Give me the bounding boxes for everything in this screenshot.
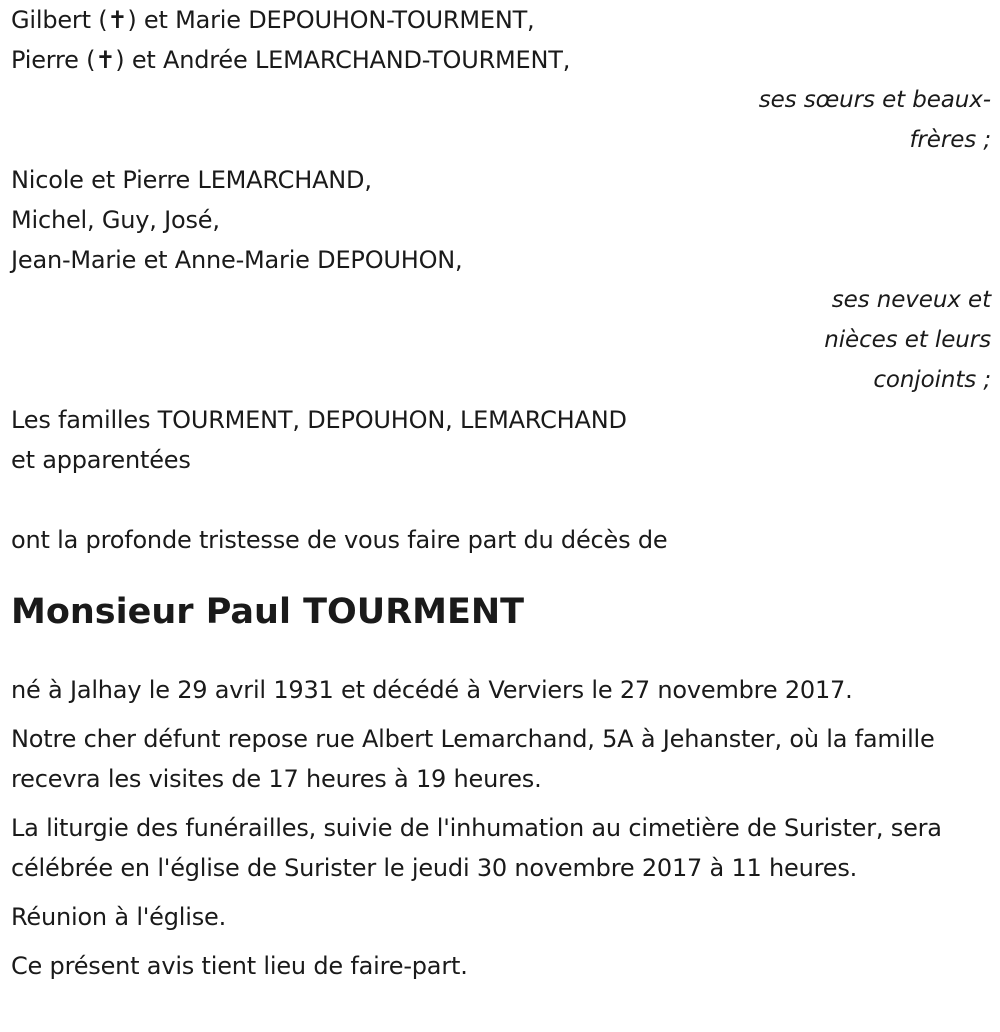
notice-paragraph: Ce présent avis tient lieu de faire-part.	[11, 952, 468, 980]
siblings-group	[11, 0, 991, 160]
family-line: Nicole et Pierre LEMARCHAND,	[11, 166, 372, 194]
announcement-text: ont la profonde tristesse de vous faire part du décès de	[11, 526, 668, 554]
funeral-paragraph: La liturgie des funérailles, suivie de l'inhumation au cimetière de Surister, sera célébrée en l'église de Surister le jeudi 30 novembre 2017 à 11 heures.	[11, 814, 942, 882]
birth-death-paragraph: né à Jalhay le 29 avril 1931 et décédé à Verviers le 27 novembre 2017.	[11, 676, 853, 704]
families-group	[11, 400, 991, 480]
reunion-paragraph: Réunion à l'église.	[11, 903, 227, 931]
family-line: Gilbert (✝) et Marie DEPOUHON-TOURMENT,	[11, 6, 535, 34]
visitation-paragraph: Notre cher défunt repose rue Albert Lemarchand, 5A à Jehanster, où la famille recevra les visites de 17 heures à 19 heures.	[11, 725, 935, 793]
relation-text: frères ;	[909, 127, 991, 153]
nephews-group	[11, 160, 991, 400]
family-line: et apparentées	[11, 446, 191, 474]
relation-text: nièces et leurs	[824, 327, 991, 353]
relation-text: ses neveux et	[831, 287, 991, 313]
relation-text: conjoints ;	[873, 367, 991, 393]
family-line: Les familles TOURMENT, DEPOUHON, LEMARCHAND	[11, 406, 627, 434]
family-line: Michel, Guy, José,	[11, 206, 220, 234]
obituary-notice	[11, 0, 991, 995]
family-line: Jean-Marie et Anne-Marie DEPOUHON,	[11, 246, 463, 274]
family-line: Pierre (✝) et Andrée LEMARCHAND-TOURMENT,	[11, 46, 571, 74]
details-section	[11, 670, 991, 986]
deceased-name: Monsieur Paul TOURMENT	[11, 592, 525, 632]
relation-text: ses sœurs et beaux-	[758, 87, 991, 113]
